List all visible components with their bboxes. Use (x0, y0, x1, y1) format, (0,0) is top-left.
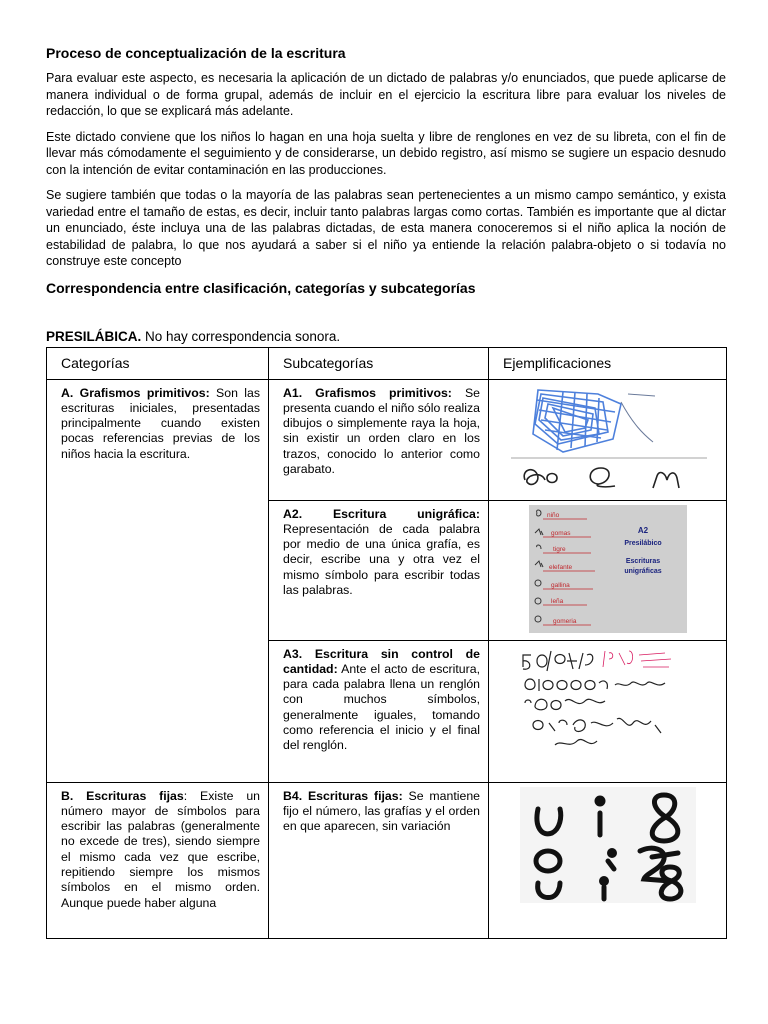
a2-word-6: leña (550, 597, 563, 605)
subcategory-a2-text: Representación de cada palabra por medio de una única grafía, es decir, escribe una y otra vez el mismo símbolo para escribir todas las palabras. (283, 521, 480, 597)
subcategory-b4-title: B4. Escrituras fijas: (283, 788, 403, 803)
unigraphic-writing-image (529, 505, 687, 633)
example-b4-cell (489, 782, 727, 938)
a2-word-3: tigre (552, 545, 566, 553)
header-categorias: Categorías (47, 347, 269, 379)
subcategory-a1-cell (269, 379, 489, 500)
a2-label-level: Presilábico (623, 539, 662, 547)
uncontrolled-quantity-writing-image (515, 645, 701, 755)
category-b-cell (47, 782, 269, 938)
section-title: Correspondencia entre clasificación, categorías y subcategorías (46, 279, 476, 296)
a2-word-4: elefante (548, 563, 572, 571)
table-header-row (47, 347, 727, 379)
subcategory-a1-title: A1. Grafismos primitivos: (283, 385, 452, 400)
subcategory-b4-text: Se mantiene fijo el número, las grafías y el orden en que aparecen, sin variación (283, 788, 481, 834)
subcategory-a3-cell (269, 640, 489, 782)
fixed-writing-image (520, 787, 696, 903)
header-ejemplificaciones: Ejemplificaciones (489, 347, 727, 379)
classification-table (46, 347, 727, 939)
level-description: No hay correspondencia sonora. (145, 328, 341, 344)
subcategory-b4-cell (269, 782, 489, 938)
table-row (47, 379, 727, 500)
category-a-title: A. Grafismos primitivos: (61, 385, 210, 400)
a2-word-7: gomeria (552, 617, 576, 625)
a2-label-type-2: unigráficas (623, 567, 662, 575)
category-a-text: Son las escrituras iniciales, presentadas principalmente cuando existen pocas referencias previas de los niños hacia la escritura. (61, 385, 260, 461)
document-page (46, 44, 726, 939)
subcategory-a3-title: A3. Escritura sin control de cantidad: (283, 646, 480, 676)
level-name: PRESILÁBICA. (46, 328, 142, 344)
a2-word-2: gomas (550, 529, 571, 537)
a2-label-type-1: Escrituras (625, 557, 660, 565)
example-a1-cell (489, 379, 727, 500)
paragraph-1: Para evaluar este aspecto, es necesaria la aplicación de un dictado de palabras y/o enunciados, que puede aplicarse de manera individual o de forma grupal, además de incluir en el ejercicio la escritura libre para evaluar los niveles de redacción, lo que se explicará más adelante. (46, 71, 726, 118)
subcategory-a3-text: Ante el acto de escritura, para cada palabra llena un renglón con muchos símbolos, generalmente iguales, tomando como referencia el inicio y el final del renglón. (283, 661, 480, 753)
scribble-drawing-image (503, 384, 713, 496)
paragraph-3: Se sugiere también que todas o la mayoría de las palabras sean pertenecientes a un mismo campo semántico, y exista variedad entre el tamaño de estas, es decir, incluir tanto palabras largas como cortas. También es importante que al dictar un enunciado, éste incluya una de las palabras dictadas, de esta manera conoceremos si el niño aplica la noción de estabilidad de palabra, lo que nos ayudará a saber si el niño ya entiende la relación palabra-objeto o si todavía no construye este concepto (46, 188, 726, 268)
subcategory-a2-title: A2. Escritura unigráfica: (283, 506, 480, 521)
example-a2-cell (489, 500, 727, 640)
a2-label-code: A2 (637, 525, 648, 535)
level-heading (46, 329, 726, 345)
paragraph-2: Este dictado conviene que los niños lo hagan en una hoja suelta y libre de renglones en vez de su libreta, con el fin de llevar más cómodamente el seguimiento y de considerarse, un debido registro, así mismo se sugiere un espacio desnudo con la intención de evitar contaminación en las producciones. (46, 129, 726, 177)
category-b-text: : Existe un número mayor de símbolos para escribir las palabras (generalmente no excede de tres), siendo siempre el mismo cada vez que escribe, repitiendo siempre los mismos símbolos en el mismo orden. Aunque puede haber alguna (61, 788, 260, 910)
subcategory-a1-text: Se presenta cuando el niño sólo realiza dibujos o simplemente raya la hoja, sin existir un orden claro en los trazos, conocido lo anterior como garabato. (283, 385, 480, 476)
category-b-title: B. Escrituras fijas (61, 788, 184, 803)
a2-word-5: gallina (550, 581, 570, 589)
a2-word-1: niño (546, 511, 559, 519)
document-title: Proceso de conceptualización de la escritura (46, 45, 346, 61)
category-a-cell (47, 379, 269, 782)
table-row (47, 782, 727, 938)
example-a3-cell (489, 640, 727, 782)
subcategory-a2-cell (269, 500, 489, 640)
header-subcategorias: Subcategorías (269, 347, 489, 379)
